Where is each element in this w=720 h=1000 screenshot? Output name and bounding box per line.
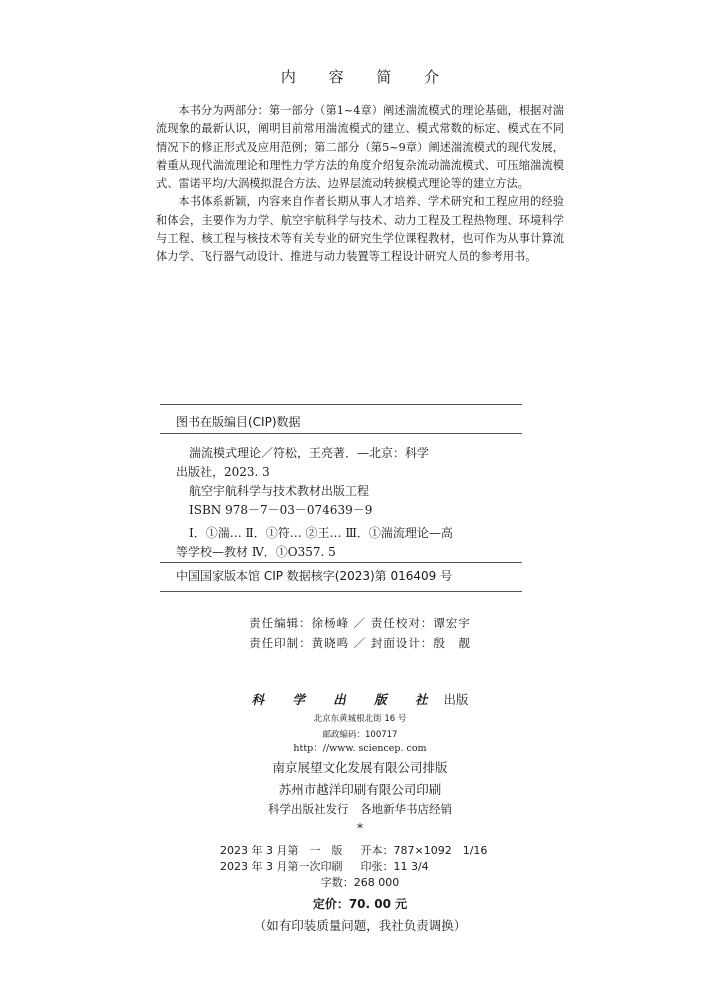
cip-class-line2: 等学校—教材 Ⅳ．①O357. 5 <box>176 545 336 559</box>
print-sheets: 印张：11 3/4 <box>360 860 429 873</box>
word-count: 字数：268 000 <box>320 876 400 889</box>
cip-entry-line2: 出版社，2023. 3 <box>176 465 270 479</box>
cip-mid-rule <box>160 562 522 563</box>
publisher-website: http：//www. sciencep. com <box>293 743 427 754</box>
cip-entry <box>176 444 516 520</box>
cip-heading-rule <box>160 433 522 434</box>
summary-paragraph-1: 本书分为两部分：第一部分（第1~4章）阐述湍流模式的理论基础，根据对湍流现象的最新认识，阐明目前常用湍流模式的建立、模式常数的标定、模式在不同情况下的修正形式及应用范例；第二部分（第5~9章）阐述湍流模式的现代发展，着重从现代湍流理论和理性力学方法的角度介绍复杂流动湍流模式、可压缩湍流模式、雷诺平均/大涡模拟混合方法、边界层流动转捩模式理论等的建立方法。 <box>156 104 564 191</box>
cip-class-line1: Ⅰ．①湍… Ⅱ．①符… ②王… Ⅲ．①湍流理论—高 <box>189 526 453 540</box>
cip-classification <box>176 524 516 562</box>
typesetter: 南京展望文化发展有限公司排版 <box>272 760 448 775</box>
summary-body <box>156 102 564 267</box>
publisher-postcode: 邮政编码：100717 <box>322 730 398 740</box>
publisher-name-line <box>0 690 720 708</box>
summary-paragraph-2: 本书体系新颖，内容来自作者长期从事人才培养、学术研究和工程应用的经验和体会，主要作为力学、航空宇航科学与技术、动力工程及工程热物理、环境科学与工程、核工程与核技术等有关专业的研究生学位课程教材，也可作为从事计算流体力学、飞行器气动设计、推进与动力装置等工程设计研究人员的参考用书。 <box>156 195 564 264</box>
cip-top-rule <box>160 404 522 405</box>
print-date: 2023 年 3 月第一次印刷 <box>220 860 343 873</box>
print-line <box>220 859 429 875</box>
summary-title: 内 容 简 介 <box>280 68 454 86</box>
cip-heading: 图书在版编目(CIP)数据 <box>176 415 301 429</box>
printer: 苏州市越洋印刷有限公司印刷 <box>278 782 442 797</box>
cip-isbn: ISBN 978－7－03－074639－9 <box>189 503 373 517</box>
publisher-name: 科 学 出 版 社 <box>251 692 440 707</box>
cip-bottom-rule <box>160 591 522 592</box>
staff-line-1: 责任编辑：徐杨峰 ／ 责任校对：谭宏宇 <box>249 616 471 630</box>
edition-date: 2023 年 3 月第 一 版 <box>220 844 343 857</box>
price: 定价：70. 00 元 <box>312 897 408 911</box>
publisher-suffix: 出版 <box>443 692 469 707</box>
quality-note: （如有印装质量问题，我社负责调换） <box>253 918 467 933</box>
distribution: 科学出版社发行 各地新华书店经销 <box>268 802 452 816</box>
staff-credits <box>0 613 720 653</box>
separator-star: * <box>357 821 363 835</box>
cip-record-number: 中国国家版本馆 CIP 数据核字(2023)第 016409 号 <box>176 569 453 583</box>
cip-series: 航空宇航科学与技术教材出版工程 <box>189 484 370 498</box>
book-format: 开本：787×1092 1/16 <box>360 844 488 857</box>
edition-line <box>220 843 487 859</box>
staff-line-2: 责任印制：黄晓鸣 ／ 封面设计：殷 靓 <box>249 636 471 650</box>
cip-entry-line1: 湍流模式理论／符松，王亮著．—北京：科学 <box>189 446 430 460</box>
publisher-address: 北京东黄城根北街 16 号 <box>313 714 407 724</box>
